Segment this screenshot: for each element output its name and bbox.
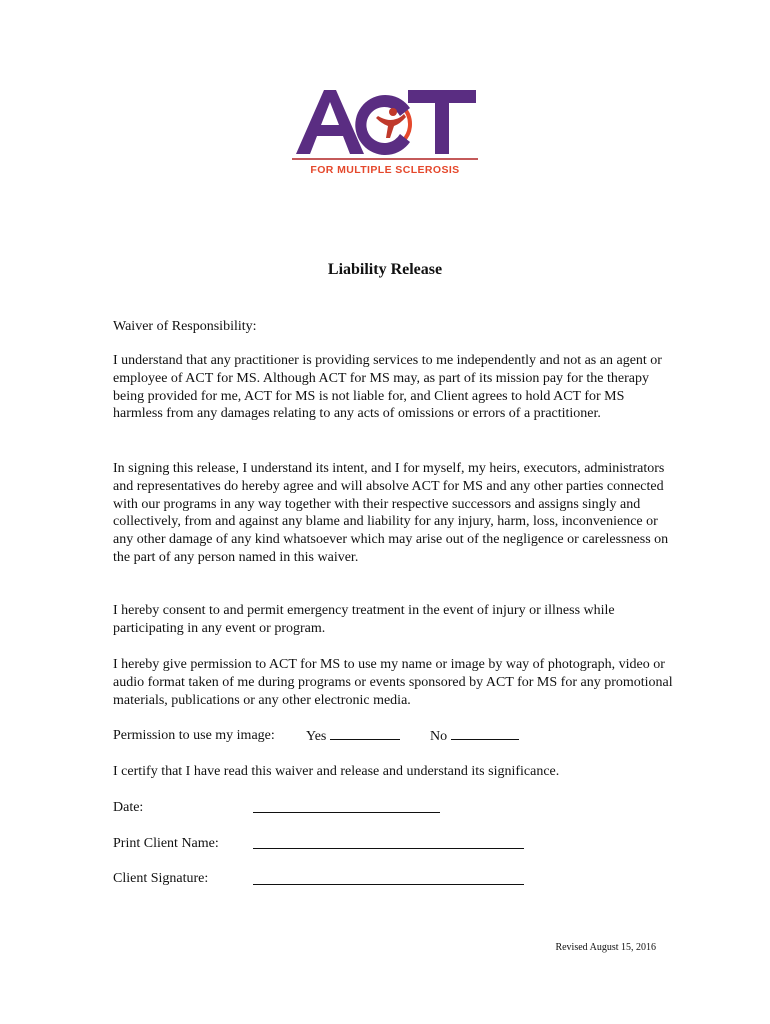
- permission-yes-label: Yes: [306, 729, 327, 744]
- print-name-line[interactable]: [253, 848, 524, 849]
- permission-no[interactable]: [430, 727, 519, 745]
- revised-date: Revised August 15, 2016: [555, 942, 656, 953]
- permission-label: Permission to use my image:: [113, 728, 275, 743]
- permission-yes-line[interactable]: [330, 727, 400, 740]
- signature-line[interactable]: [253, 884, 524, 885]
- paragraph-independence: I understand that any practitioner is providing services to me independently and not as an agent or employee of ACT for MS. Although ACT for MS may, as part of its mission pay for the therapy being provided for me, ACT for MS is not liable for, and Client agrees to hold ACT for MS harmless from any damages relating to any acts of omissions or errors of a practitioner.: [113, 353, 662, 422]
- act-for-ms-logo: [292, 86, 478, 182]
- signature-label: Client Signature:: [113, 871, 209, 886]
- paragraph-absolve: In signing this release, I understand its intent, and I for myself, my heirs, executors, administrators and representatives do hereby agree and will absolve ACT for MS and any other parties connected with our programs in any way together with their respective successors and assigns singly and collectively, from and against any blame and liability for any injury, harm, loss, inconvenience or any other damage of any kind whatsoever which may arise out of the negligence or carelessness on the part of any person named in this waiver.: [113, 461, 669, 565]
- date-label: Date:: [113, 800, 144, 815]
- certify-statement: I certify that I have read this waiver and release and understand its significance.: [113, 764, 560, 779]
- permission-row: [113, 727, 275, 744]
- date-line[interactable]: [253, 812, 440, 813]
- page-title: Liability Release: [327, 261, 443, 278]
- paragraph-image-permission: I hereby give permission to ACT for MS to use my name or image by way of photograph, video or audio format taken of me during programs or events sponsored by ACT for MS for any promotional materials, publications or any other electronic media.: [113, 657, 673, 708]
- permission-no-line[interactable]: [451, 727, 519, 740]
- permission-no-label: No: [430, 729, 448, 744]
- logo-subtitle: FOR MULTIPLE SCLEROSIS: [310, 164, 460, 176]
- act-wordmark: [292, 86, 478, 156]
- permission-yes[interactable]: [306, 727, 400, 745]
- section-heading: Waiver of Responsibility:: [113, 319, 257, 334]
- print-name-label: Print Client Name:: [113, 836, 219, 851]
- paragraph-emergency: I hereby consent to and permit emergency treatment in the event of injury or illness while participating in any event or program.: [113, 603, 615, 636]
- logo-divider: [292, 158, 478, 160]
